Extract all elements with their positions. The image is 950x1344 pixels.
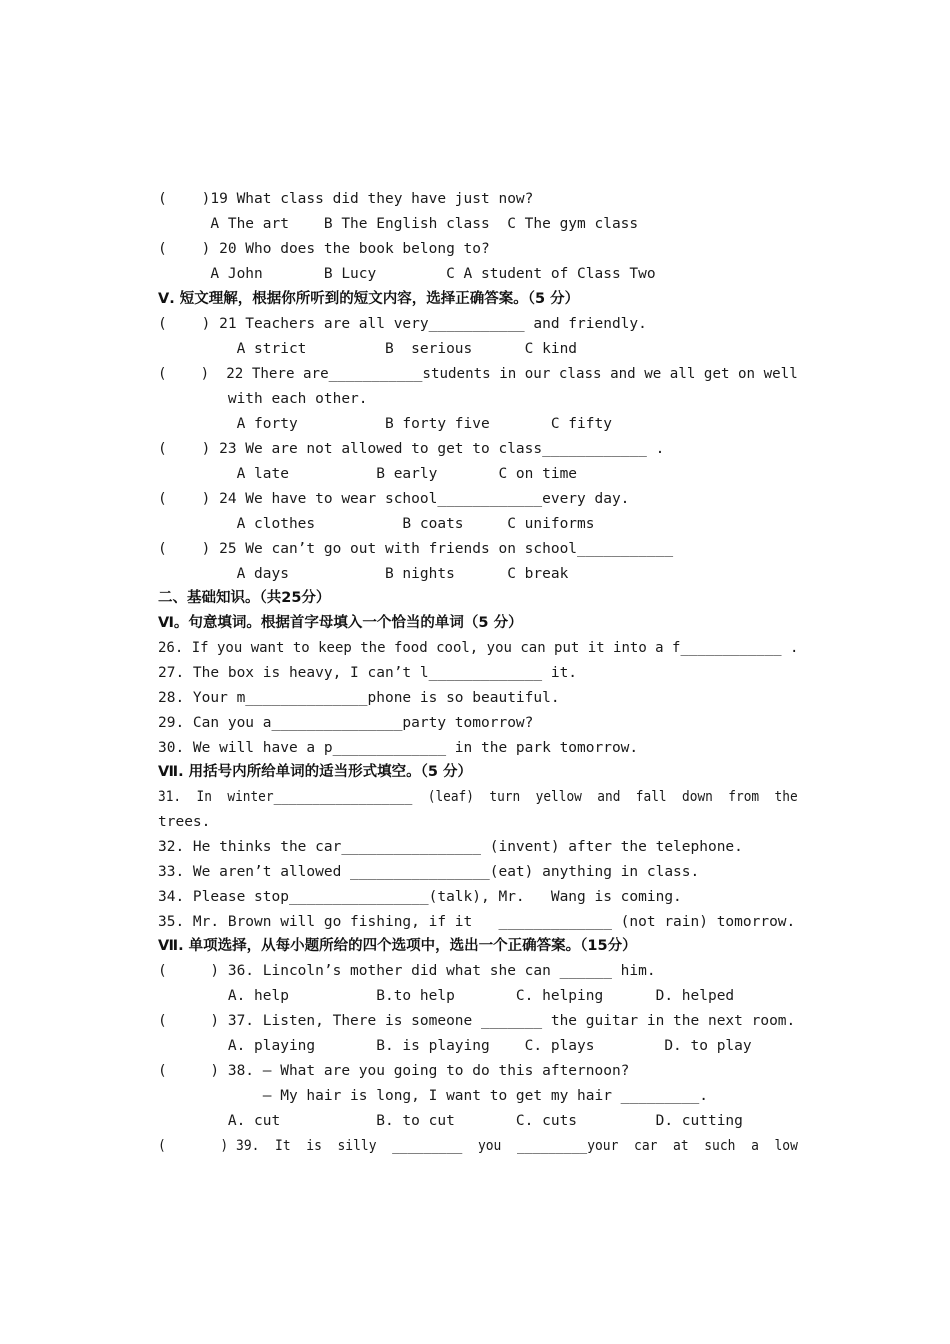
question-31-continued: trees.: [158, 814, 211, 830]
question-22: ( ) 22 There are___________students in our class and we all get on well: [158, 366, 798, 382]
question-32: 32. He thinks the car________________ (invent) after the telephone.: [158, 839, 743, 855]
question-19: ( )19 What class did they have just now?: [158, 191, 534, 207]
question-23: ( ) 23 We are not allowed to get to class____________ .: [158, 441, 665, 457]
section-vi-heading: Ⅵ。句意填词。根据首字母填入一个恰当的单词（5 分）: [158, 615, 523, 631]
question-36-options: A. help B.to help C. helping D. helped: [158, 988, 735, 1004]
question-22-continued: with each other.: [158, 391, 368, 407]
question-25: ( ) 25 We can’t go out with friends on school___________: [158, 541, 674, 557]
question-25-options: A days B nights C break: [158, 566, 569, 582]
question-24-options: A clothes B coats C uniforms: [158, 516, 595, 532]
question-29: 29. Can you a_______________party tomorrow?: [158, 715, 534, 731]
question-26: 26. If you want to keep the food cool, you can put it into a f____________ .: [158, 640, 799, 656]
question-28: 28. Your m______________phone is so beautiful.: [158, 690, 560, 706]
question-23-options: A late B early C on time: [158, 466, 578, 482]
section-viii-heading: Ⅶ. 单项选择，从每小题所给的四个选项中，选出一个正确答案。（15分）: [158, 938, 637, 954]
question-22-options: A forty B forty five C fifty: [158, 416, 612, 432]
question-20-options: A John B Lucy C A student of Class Two: [158, 266, 656, 282]
question-21-options: A strict B serious C kind: [158, 341, 578, 357]
question-30: 30. We will have a p_____________ in the park tomorrow.: [158, 740, 639, 756]
section-vii-heading: Ⅶ. 用括号内所给单词的适当形式填空。（5 分）: [158, 764, 473, 780]
question-38-dialogue: — My hair is long, I want to get my hair _________.: [158, 1088, 708, 1104]
question-31: 31. In winter__________________ (leaf) turn yellow and fall down from the: [158, 789, 798, 805]
question-24: ( ) 24 We have to wear school____________every day.: [158, 491, 630, 507]
question-36: ( ) 36. Lincoln’s mother did what she can ______ him.: [158, 963, 656, 979]
section-v-heading: Ⅴ. 短文理解，根据你所听到的短文内容，选择正确答案。（5 分）: [158, 291, 580, 307]
part-two-heading: 二、基础知识。（共25分）: [158, 590, 331, 606]
question-39: ( ) 39. It is silly _________ you _________your car at such a low: [158, 1138, 798, 1154]
question-33: 33. We aren’t allowed ________________(eat) anything in class.: [158, 864, 700, 880]
question-38: ( ) 38. — What are you going to do this afternoon?: [158, 1063, 630, 1079]
question-38-options: A. cut B. to cut C. cuts D. cutting: [158, 1113, 743, 1129]
question-27: 27. The box is heavy, I can’t l_____________ it.: [158, 665, 578, 681]
question-21: ( ) 21 Teachers are all very___________ and friendly.: [158, 316, 647, 332]
question-37: ( ) 37. Listen, There is someone _______ the guitar in the next room.: [158, 1013, 796, 1029]
question-35: 35. Mr. Brown will go fishing, if it _____________ (not rain) tomorrow.: [158, 914, 796, 930]
question-37-options: A. playing B. is playing C. plays D. to play: [158, 1038, 752, 1054]
question-20: ( ) 20 Who does the book belong to?: [158, 241, 490, 257]
question-34: 34. Please stop________________(talk), Mr. Wang is coming.: [158, 889, 682, 905]
question-19-options: A The art B The English class C The gym class: [158, 216, 639, 232]
